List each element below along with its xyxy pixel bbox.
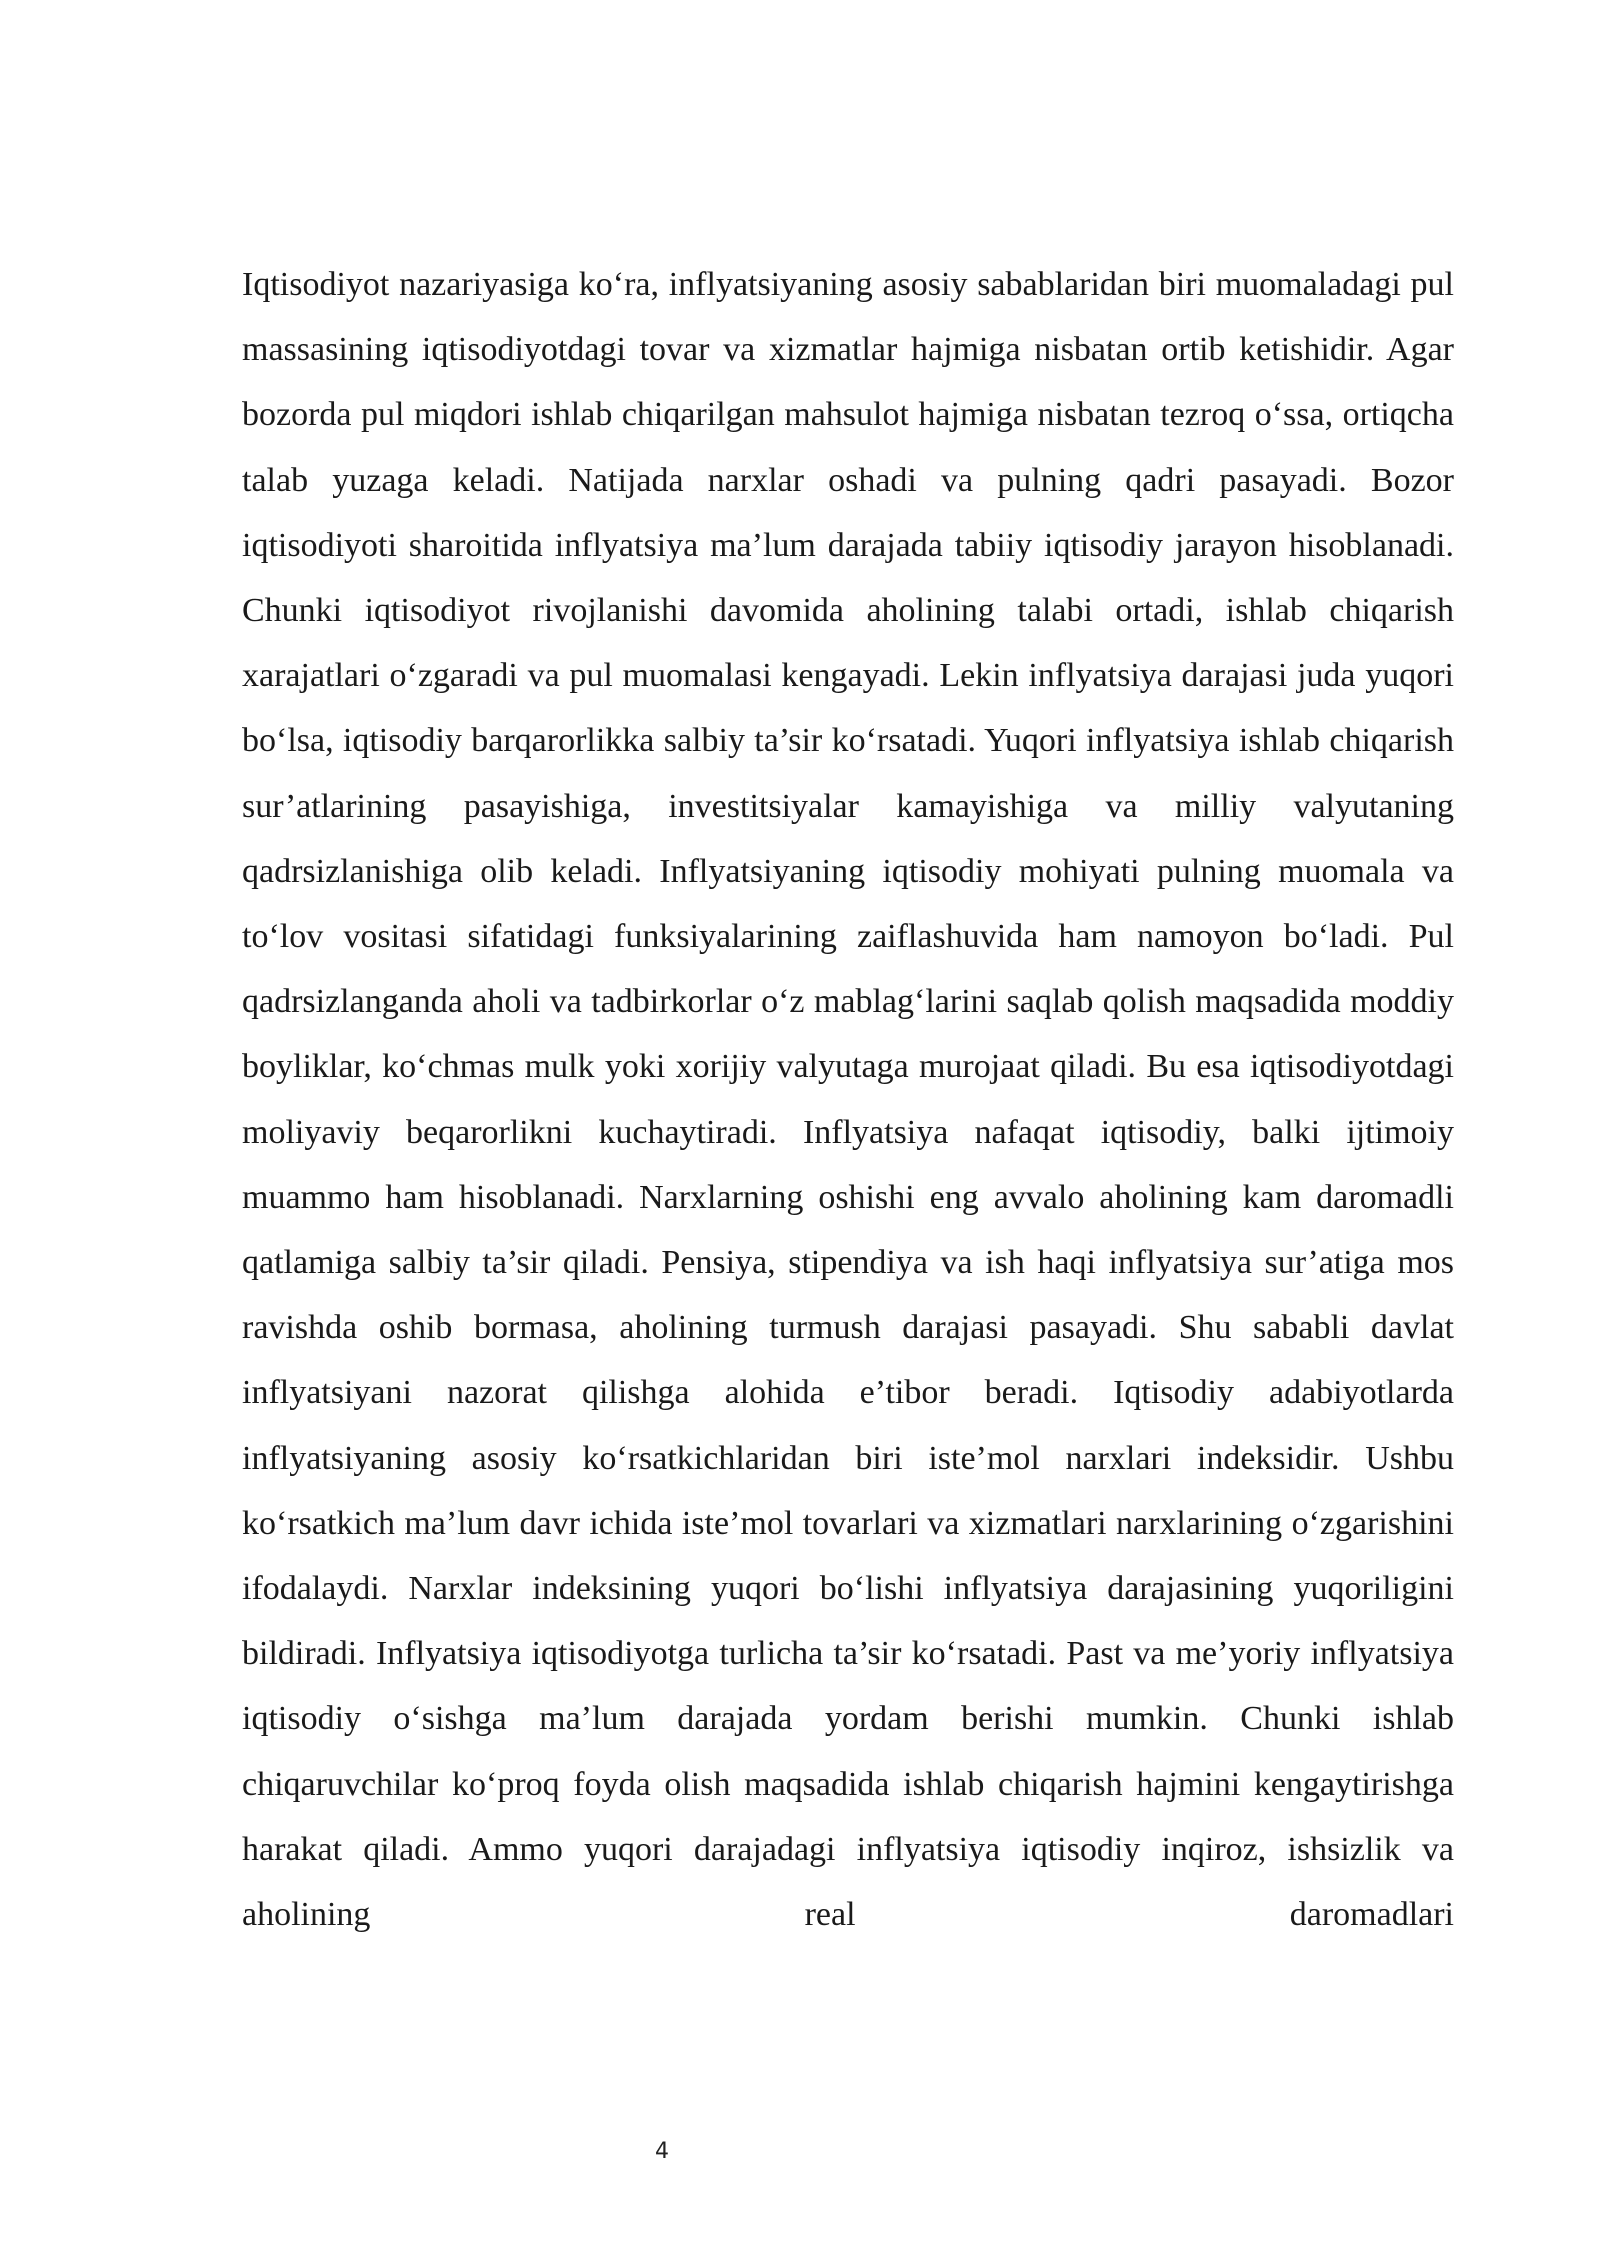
body-paragraph: Iqtisodiyot nazariyasiga ko‘ra, inflyatsiyaning asosiy sabablaridan biri muomaladagi pul massasining iqtisodiyotdagi tovar va xizmatlar hajmiga nisbatan ortib ketishidir. Agar bozorda pul miqdori ishlab chiqarilgan mahsulot hajmiga nisbatan tezroq o‘ssa, ortiqcha talab yuzaga keladi. Natijada narxlar oshadi va pulning qadri pasayadi. Bozor iqtisodiyoti sharoitida inflyatsiya ma’lum darajada tabiiy iqtisodiy jarayon hisoblanadi. Chunki iqtisodiyot rivojlanishi davomida aholining talabi ortadi, ishlab chiqarish xarajatlari o‘zgaradi va pul muomalasi kengayadi. Lekin inflyatsiya darajasi juda yuqori bo‘lsa, iqtisodiy barqarorlikka salbiy ta’sir ko‘rsatadi. Yuqori inflyatsiya ishlab chiqarish sur’atlarining pasayishiga, investitsiyalar kamayishiga va milliy valyutaning qadrsizlanishiga olib keladi. Inflyatsiyaning iqtisodiy mohiyati pulning muomala va to‘lov vositasi sifatidagi funksiyalarining zaiflashuvida ham namoyon bo‘ladi. Pul qadrsizlanganda aholi va tadbirkorlar o‘z mablag‘larini saqlab qolish maqsadida moddiy boyliklar, ko‘chmas mulk yoki xorijiy valyutaga murojaat qiladi. Bu esa iqtisodiyotdagi moliyaviy beqarorlikni kuchaytiradi. Inflyatsiya nafaqat iqtisodiy, balki ijtimoiy muammo ham hisoblanadi. Narxlarning oshishi eng avvalo aholining kam daromadli qatlamiga salbiy ta’sir qiladi. Pensiya, stipendiya va ish haqi inflyatsiya sur’atiga mos ravishda oshib bormasa, aholining turmush darajasi pasayadi. Shu sababli davlat inflyatsiyani nazorat qilishga alohida e’tibor beradi. Iqtisodiy adabiyotlarda inflyatsiyaning asosiy ko‘rsatkichlaridan biri iste’mol narxlari indeksidir. Ushbu ko‘rsatkich ma’lum davr ichida iste’mol tovarlari va xizmatlari narxlarining o‘zgarishini ifodalaydi. Narxlar indeksining yuqori bo‘lishi inflyatsiya darajasining yuqoriligini bildiradi. Inflyatsiya iqtisodiyotga turlicha ta’sir ko‘rsatadi. Past va me’yoriy inflyatsiya iqtisodiy o‘sishga ma’lum darajada yordam berishi mumkin. Chunki ishlab chiqaruvchilar ko‘proq foyda olish maqsadida ishlab chiqarish hajmini kengaytirishga harakat qiladi. Ammo yuqori darajadagi inflyatsiya iqtisodiy inqiroz, ishsizlik va aholining real daromadlari [242, 266, 1454, 1934]
page-number: 4 [655, 2139, 669, 2164]
